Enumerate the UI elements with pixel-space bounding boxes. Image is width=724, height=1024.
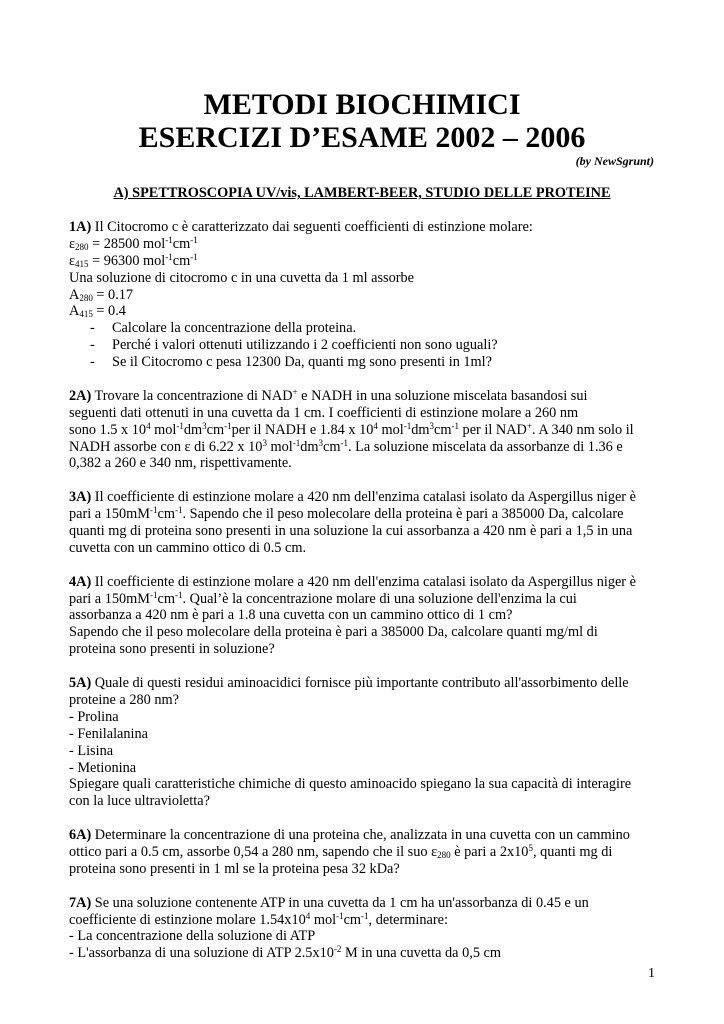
ex2-line: NADH assorbe con ε di 6.22 x $10^3$ $mol^{-1}dm^3cm^{-1}$. La soluzione miscelata da assorbanze di 1.36 e [69, 437, 623, 455]
exercise-5a [69, 675, 659, 810]
ex1-eps415: $\varepsilon_{415} = 96300$ $mol^{-1}cm^{-1}$ [69, 251, 198, 269]
ex1-question: - Se il Citocromo c pesa 12300 Da, quanti mg sono presenti in 1ml? [90, 354, 492, 371]
ex7-line: - La concentrazione della soluzione di ATP [69, 928, 316, 945]
ex1-eps280: $\varepsilon_{280} = 28500$ $mol^{-1}cm^{-1}$ [69, 234, 198, 252]
ex4-line: proteina sono presenti in soluzione? [69, 641, 275, 658]
ex3-line: quanti mg di proteina sono presenti in una soluzione la cui assorbanza a 420 nm è pari a 1,5 in una [69, 523, 633, 540]
ex2-line: 0,382 a 260 e 340 nm, rispettivamente. [69, 455, 292, 472]
ex5-line: Spiegare quali caratteristiche chimiche di questo aminoacido spiegano la sua capacità di interagire [69, 776, 632, 793]
byline: (by NewSgrunt) [575, 154, 654, 168]
ex6-line: proteina sono presenti in 1 ml se la proteina pesa 32 kDa? [69, 860, 400, 877]
ex1-a280: $A_{280} = 0.17$ [69, 286, 134, 303]
ex6-line: ottico pari a 0.5 cm, assorbe 0,54 a 280 nm, sapendo che il suo $\varepsilon_{280}$ è pari a $2x10^5$, quanti mg di [69, 842, 613, 860]
ex7-line: coefficiente di estinzione molare $1.54x10^4$ $mol^{-1}cm^{-1}$, determinare: [69, 910, 448, 928]
ex4-line: Sapendo che il peso molecolare della proteina è pari a 385000 Da, calcolare quanti mg/ml di [69, 624, 598, 641]
doc-title-line2: ESERCIZI D’ESAME 2002 – 2006 [138, 121, 586, 154]
exercise-list [69, 219, 659, 962]
ex5-option: - Prolina [69, 708, 119, 725]
ex2-line: sono 1.5 x $10^4$ $mol^{-1}dm^3cm^{-1}per$ il NADH e 1.84 x $10^4$ $mol^{-1}dm^3cm^{-1}$ per il NAD+. A 340 nm solo il [69, 420, 634, 438]
ex1-a415: $A_{415} = 0.4$ [69, 303, 126, 320]
ex4-line: 4A) Il coefficiente di estinzione molare a 420 nm dell'enzima catalasi isolato da Aspergillus niger è [69, 573, 636, 590]
ex5-option: - Lisina [69, 742, 114, 759]
ex1-question: - Calcolare la concentrazione della proteina. [90, 320, 357, 337]
ex3-line: pari a $150mM^{-1}cm^{-1}$. Sapendo che il peso molecolare della proteina è pari a 385000 Da, calcolare [69, 505, 624, 523]
exercise-1a [69, 219, 659, 371]
exercise-4a [69, 574, 659, 658]
section-heading: A) SPETTROSCOPIA UV/vis, LAMBERT-BEER, STUDIO DELLE PROTEINE [113, 185, 611, 201]
ex5-line: 5A) Quale di questi residui aminoacidici fornisce più importante contributo all'assorbimento delle [69, 675, 629, 692]
ex6-line: 6A) Determinare la concentrazione di una proteina che, analizzata in una cuvetta con un cammino [69, 827, 630, 844]
doc-title-line1: METODI BIOCHIMICI [203, 88, 521, 121]
ex7-line: - L'assorbanza di una soluzione di ATP $2.5x10^{-2}$ M in una cuvetta da 0,5 cm [69, 944, 502, 962]
ex4-line: assorbanza a 420 nm è pari a 1.8 una cuvetta con un cammino ottico di 1 cm? [69, 607, 513, 624]
exercise-6a [69, 827, 659, 878]
ex1-solution: Una soluzione di citocromo c in una cuvetta da 1 ml assorbe [69, 269, 415, 286]
ex2-line: seguenti dati ottenuti in una cuvetta da 1 cm. I coefficienti di estinzione molare a 260 nm [69, 404, 579, 421]
ex5-line: proteine a 280 nm? [69, 691, 179, 708]
ex3-line: 3A) Il coefficiente di estinzione molare a 420 nm dell'enzima catalasi isolato da Aspergillus niger è [69, 489, 636, 506]
ex5-option: - Fenilalanina [69, 725, 149, 742]
exercise-7a [69, 895, 659, 963]
ex1-intro: 1A) Il Citocromo c è caratterizzato dai seguenti coefficienti di estinzione molare: [69, 219, 533, 235]
exercise-3a [69, 489, 659, 557]
page-number: 1 [648, 966, 655, 981]
ex2-line: 2A) Trovare la concentrazione di NAD+ e NADH in una soluzione miscelata basandosi sui [69, 386, 588, 404]
ex5-option: - Metionina [69, 759, 137, 776]
ex7-line: 7A) Se una soluzione contenente ATP in una cuvetta da 1 cm ha un'assorbanza di 0.45 e un [69, 894, 589, 911]
ex4-line: pari a $150mM^{-1}cm^{-1}$. Qual’è la concentrazione molare di una soluzione dell'enzima la cui [69, 589, 577, 607]
ex3-line: cuvetta con un cammino ottico di 0.5 cm. [69, 539, 307, 556]
exercise-2a [69, 388, 659, 472]
ex1-question: - Perché i valori ottenuti utilizzando i 2 coefficienti non sono uguali? [90, 337, 498, 354]
ex5-line: con la luce ultravioletta? [69, 793, 210, 810]
